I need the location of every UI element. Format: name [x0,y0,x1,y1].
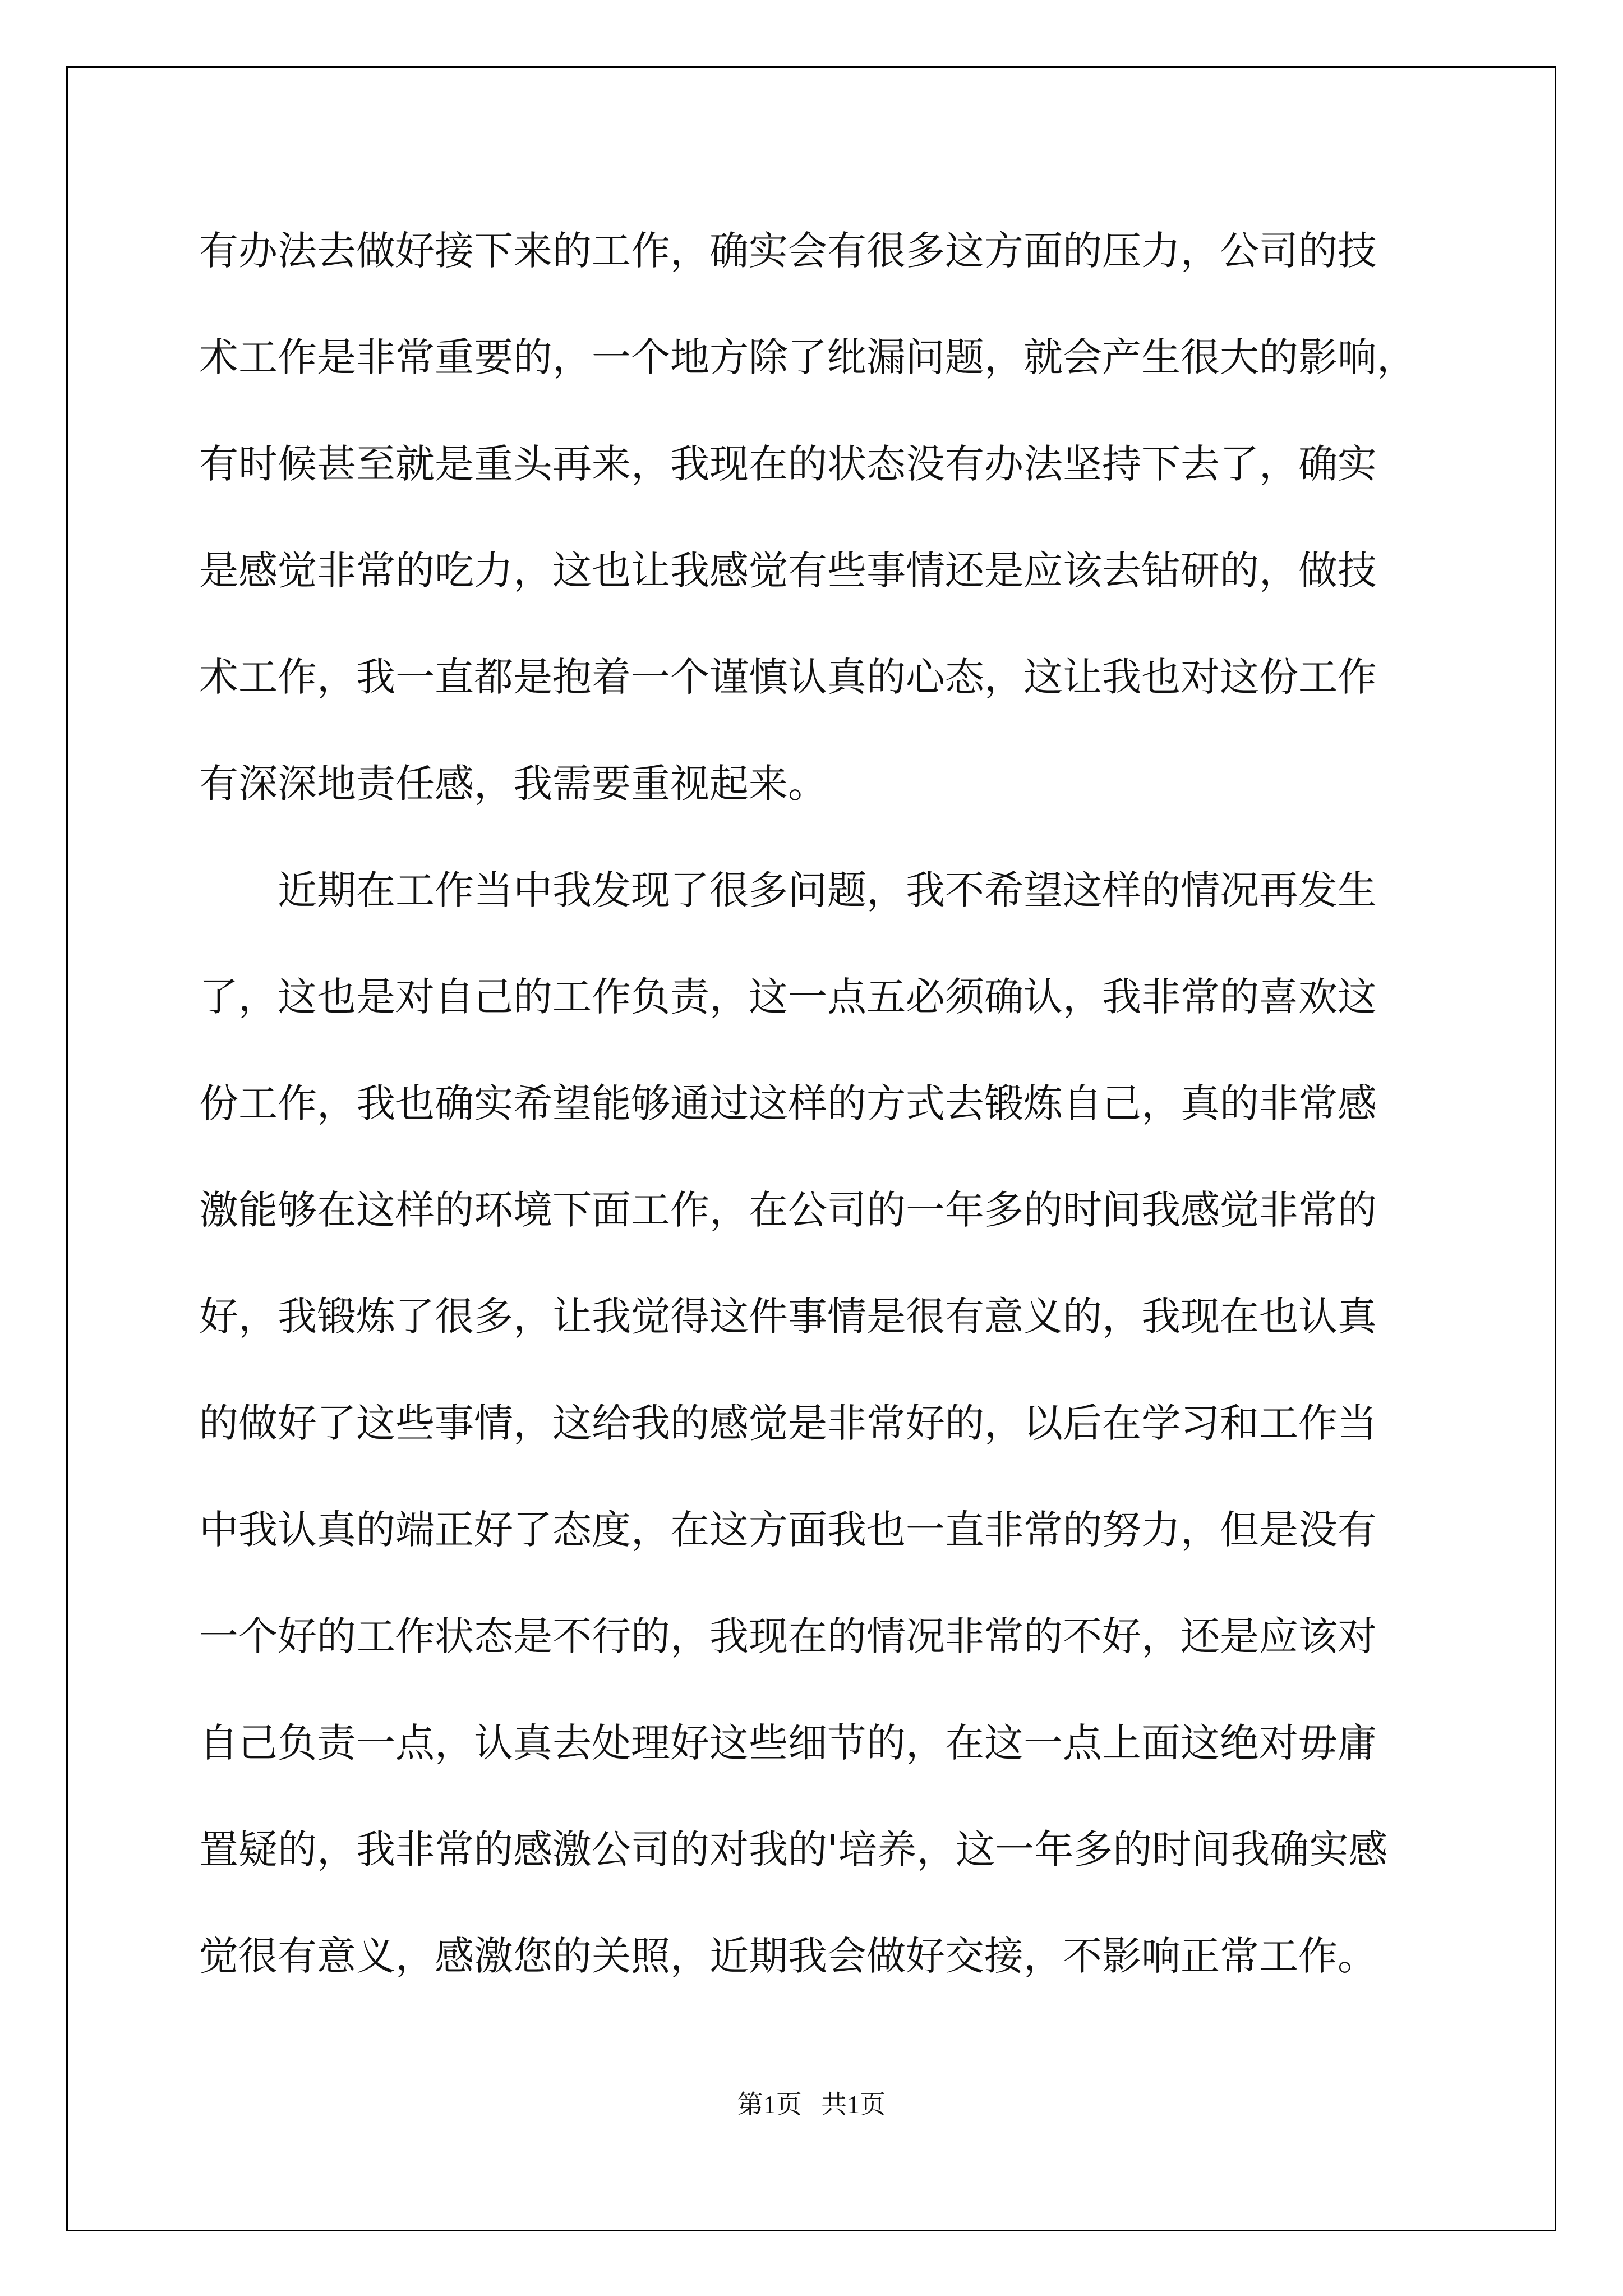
text-line: 术工作是非常重要的，一个地方除了纰漏问题，就会产生很大的影响， [199,334,1416,380]
text-line: 是感觉非常的吃力，这也让我感觉有些事情还是应该去钻研的，做技 [199,547,1377,593]
page-number-footer: 第1页 共1页 [737,2090,886,2119]
text-line: 有时候甚至就是重头再来，我现在的状态没有办法坚持下去了，确实 [199,441,1377,487]
text-line: 术工作，我一直都是抱着一个谨慎认真的心态，这让我也对这份工作 [199,654,1377,700]
text-line: 了，这也是对自己的工作负责，这一点五必须确认，我非常的喜欢这 [199,974,1377,1020]
document-body [199,209,1433,2021]
text-line: 的做好了这些事情，这给我的感觉是非常好的，以后在学习和工作当 [199,1400,1377,1446]
text-line: 份工作，我也确实希望能够通过这样的方式去锻炼自己，真的非常感 [199,1080,1377,1126]
text-line: 自己负责一点，认真去处理好这些细节的，在这一点上面这绝对毋庸 [199,1720,1377,1766]
text-line: 有办法去做好接下来的工作，确实会有很多这方面的压力，公司的技 [199,228,1377,274]
text-line: 一个好的工作状态是不行的，我现在的情况非常的不好，还是应该对 [199,1613,1377,1659]
text-line: 觉很有意义，感激您的关照，近期我会做好交接，不影响正常工作。 [199,1933,1377,1979]
text-line: 激能够在这样的环境下面工作，在公司的一年多的时间我感觉非常的 [199,1187,1377,1233]
text-line: 有深深地责任感，我需要重视起来。 [199,761,827,807]
text-line: 中我认真的端正好了态度，在这方面我也一直非常的努力，但是没有 [199,1507,1377,1553]
paragraph-1 [199,209,1433,848]
paragraph-2 [199,848,1433,2021]
text-line: 好，我锻炼了很多，让我觉得这件事情是很有意义的，我现在也认真 [199,1294,1377,1340]
text-line: 近期在工作当中我发现了很多问题，我不希望这样的情况再发生 [278,867,1377,913]
text-line: 置疑的，我非常的感激公司的对我的'培养，这一年多的时间我确实感 [199,1826,1388,1872]
